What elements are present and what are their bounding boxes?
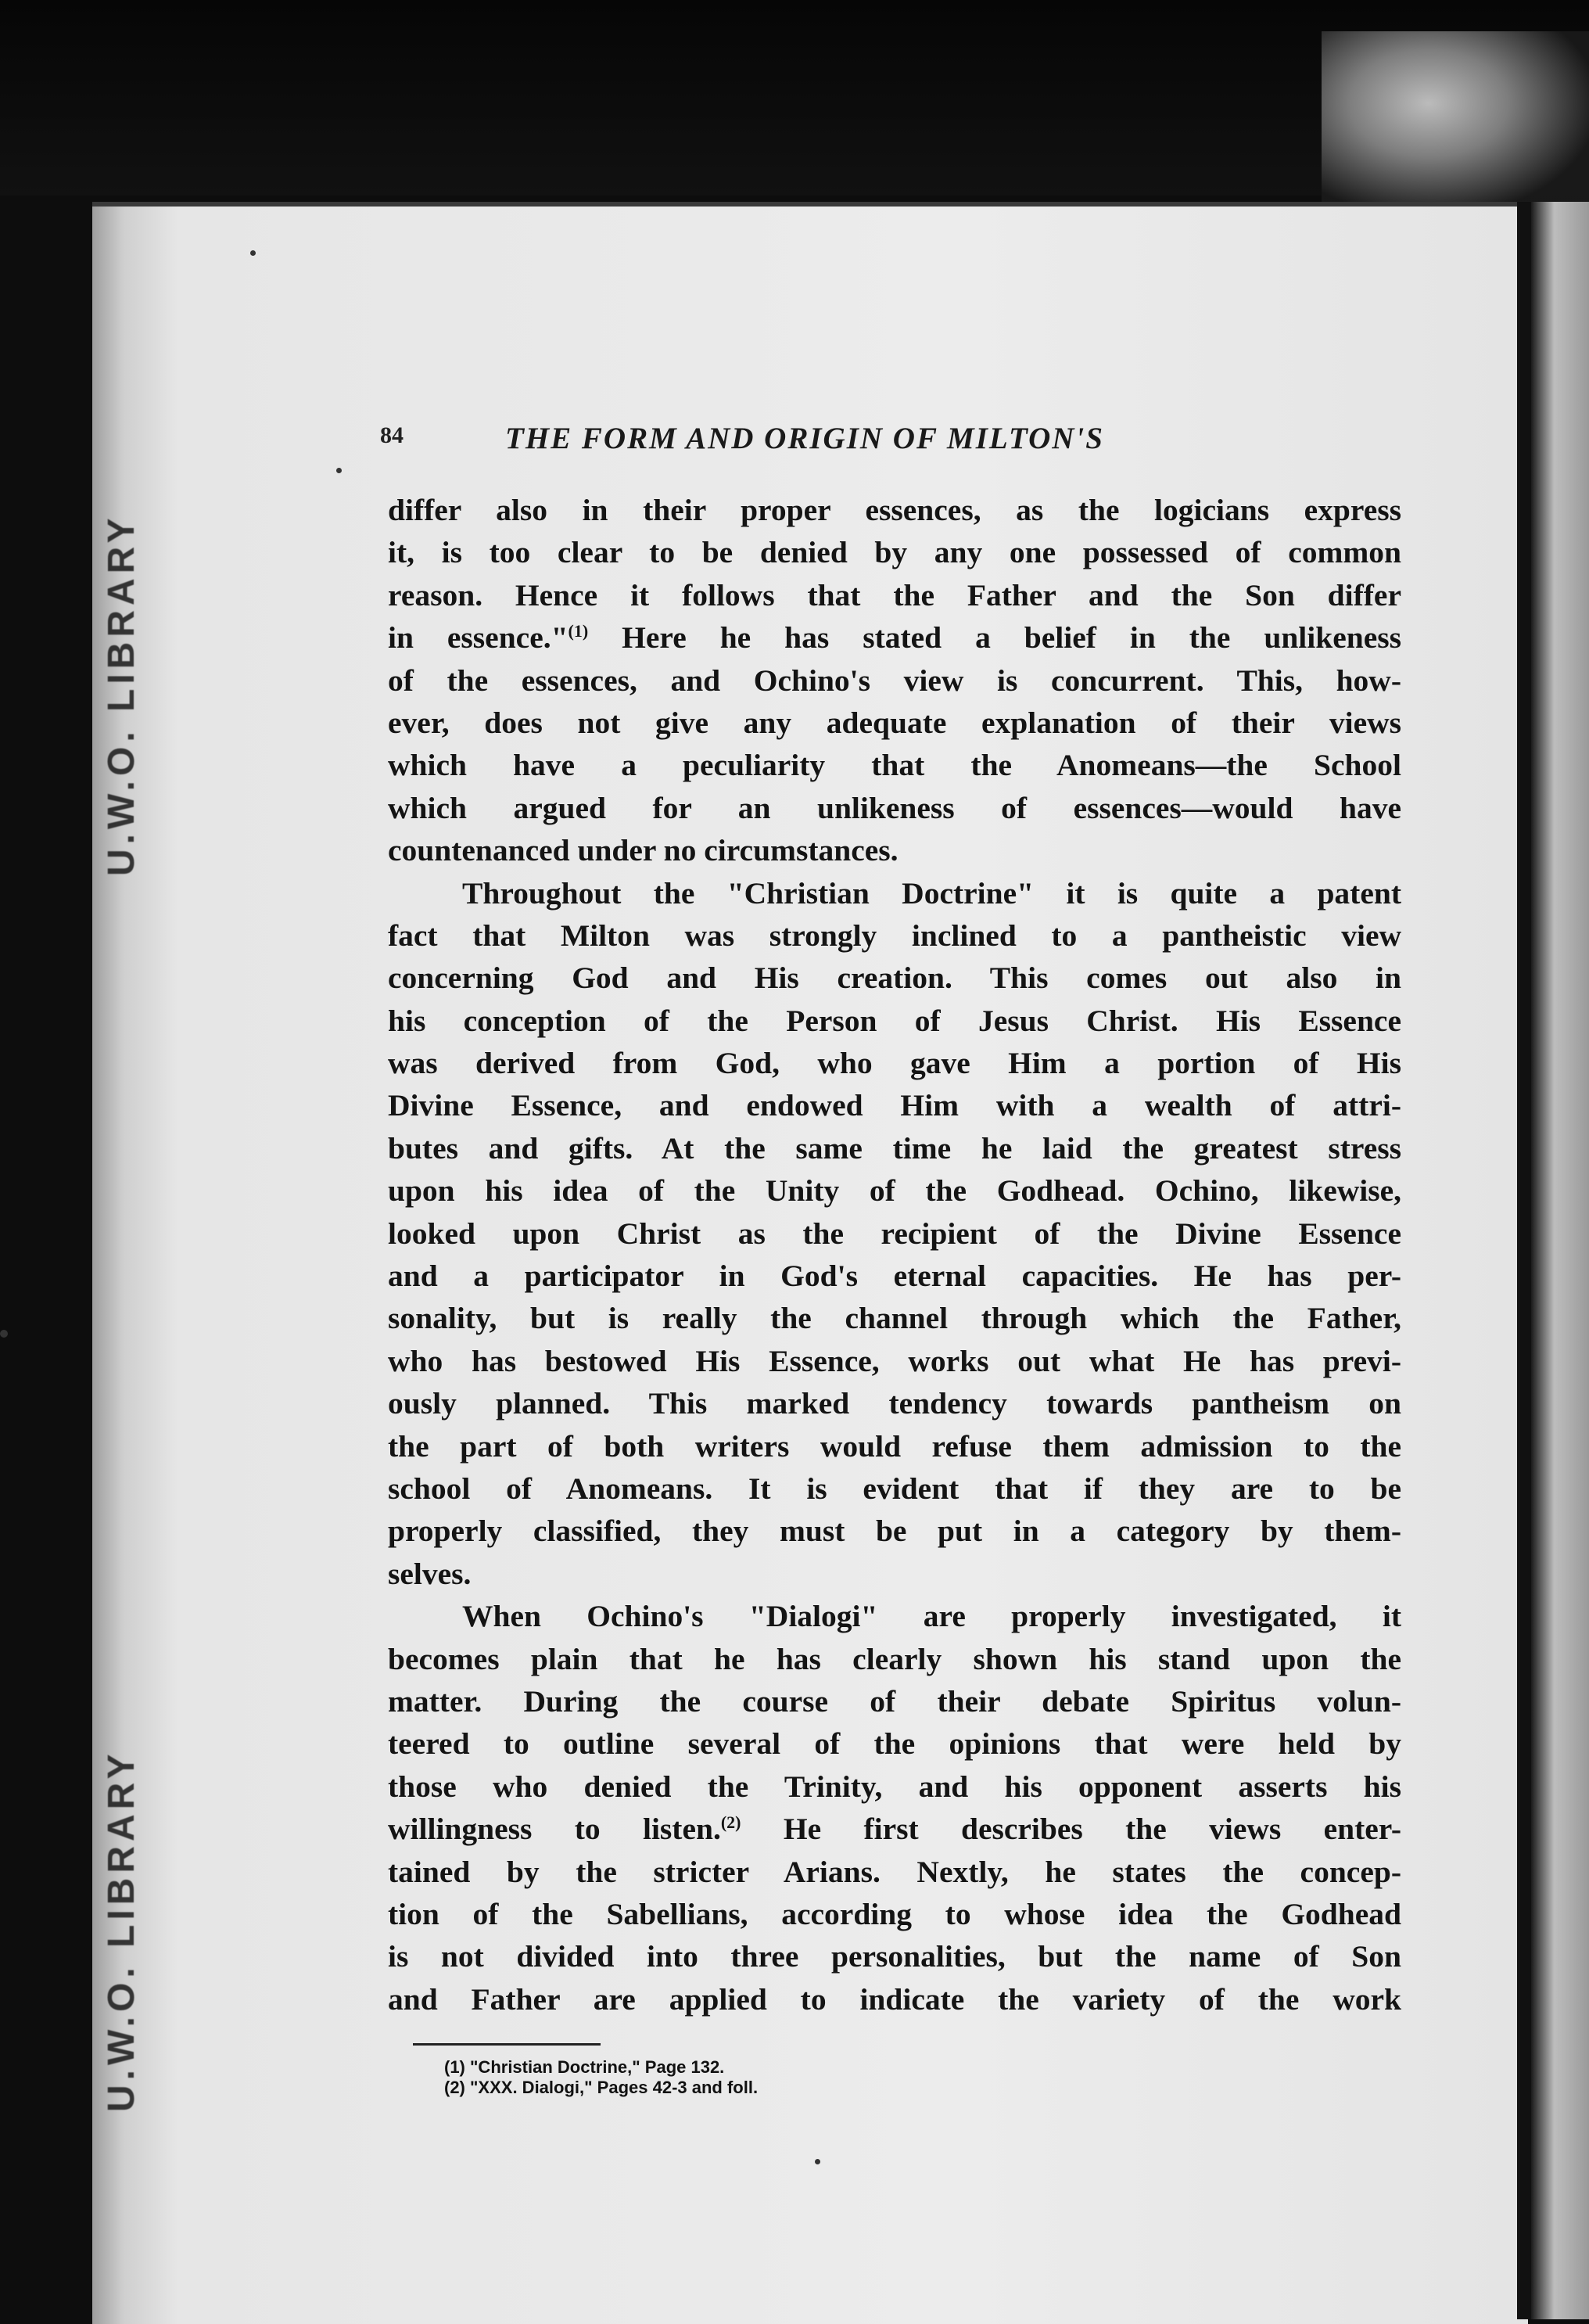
text-line — [388, 659, 1401, 702]
text-segment: sonality, but is really the channel through which the Father, — [388, 1301, 1401, 1336]
text-segment: teered to outline several of the opinions that were held by — [388, 1726, 1401, 1762]
text-line — [388, 1255, 1401, 1297]
text-line — [388, 1722, 1401, 1765]
facing-page-edge — [1531, 202, 1589, 2319]
text-segment: butes and gifts. At the same time he laid the greatest stress — [388, 1130, 1401, 1166]
text-line — [388, 744, 1401, 786]
text-segment: it, is too clear to be denied by any one possessed of common — [388, 535, 1401, 570]
text-line — [388, 787, 1401, 829]
scan-speck — [250, 250, 256, 256]
text-segment: selves. — [388, 1556, 472, 1591]
text-segment: tion of the Sabellians, according to whose idea the Godhead — [388, 1896, 1401, 1931]
text-segment: He first describes the views enter- — [741, 1812, 1402, 1847]
text-segment: is not divided into three personalities, but the name of Son — [388, 1939, 1401, 1974]
footnote-rule — [413, 2043, 601, 2046]
text-line — [388, 489, 1401, 531]
text-line — [388, 1042, 1401, 1084]
text-line — [388, 531, 1401, 573]
text-line — [388, 1467, 1401, 1510]
text-line — [388, 1808, 1401, 1850]
text-segment: was derived from God, who gave Him a portion of His — [388, 1046, 1401, 1081]
text-segment: concerning God and His creation. This comes out also in — [388, 961, 1401, 996]
text-line — [388, 1000, 1401, 1042]
text-line — [388, 914, 1401, 957]
text-segment: willingness to listen. — [388, 1812, 721, 1847]
text-line — [388, 616, 1401, 659]
text-line — [388, 1680, 1401, 1722]
page-gutter — [1517, 202, 1531, 2319]
text-line — [388, 1638, 1401, 1680]
text-line — [388, 1212, 1401, 1255]
text-line — [388, 702, 1401, 744]
text-line — [388, 1340, 1401, 1382]
text-line — [388, 1595, 1401, 1637]
text-segment: Here he has stated a belief in the unlikeness — [588, 620, 1401, 656]
text-segment: which have a peculiarity that the Anomeans—the School — [388, 748, 1401, 783]
page-number: 84 — [380, 422, 404, 448]
text-segment: countenanced under no circumstances. — [388, 833, 899, 868]
scan-artifact — [1322, 31, 1589, 211]
text-segment: in essence." — [388, 620, 569, 656]
text-line — [388, 872, 1401, 914]
text-segment: differ also in their proper essences, as the logicians express — [388, 493, 1401, 527]
scan-speck — [815, 2159, 820, 2164]
text-segment: of the essences, and Ochino's view is concurrent. This, how- — [388, 663, 1401, 698]
text-segment: properly classified, they must be put in a category by them- — [388, 1514, 1401, 1549]
text-segment: matter. During the course of their debate Spiritus volun- — [388, 1683, 1401, 1719]
text-segment: who has bestowed His Essence, works out what He has previ- — [388, 1343, 1401, 1378]
footnote: (1) "Christian Doctrine," Page 132. — [444, 2057, 725, 2077]
footnotes — [444, 2057, 1148, 2098]
text-line — [388, 1169, 1401, 1212]
footnote-marker: (2) — [720, 1812, 741, 1832]
text-line — [388, 1935, 1401, 1977]
text-segment: looked upon Christ as the recipient of the Divine Essence — [388, 1216, 1401, 1251]
text-segment: reason. Hence it follows that the Father and the Son differ — [388, 577, 1401, 612]
text-line — [388, 1851, 1401, 1893]
text-segment: which argued for an unlikeness of essences—would have — [388, 790, 1401, 825]
text-line — [388, 1553, 1401, 1595]
text-segment: becomes plain that he has clearly shown his stand upon the — [388, 1641, 1401, 1676]
text-segment: ously planned. This marked tendency towards pantheism on — [388, 1386, 1401, 1421]
text-line — [388, 1978, 1401, 2020]
text-line — [388, 829, 1401, 871]
text-segment: the part of both writers would refuse them admission to the — [388, 1428, 1401, 1464]
text-segment: tained by the stricter Arians. Nextly, he states the concep- — [388, 1854, 1401, 1889]
text-line — [388, 1382, 1401, 1424]
text-segment: fact that Milton was strongly inclined to a pantheistic view — [388, 918, 1401, 953]
footnote-marker: (1) — [568, 621, 589, 641]
text-segment: school of Anomeans. It is evident that if they are to be — [388, 1471, 1401, 1506]
text-segment: those who denied the Trinity, and his opponent asserts his — [388, 1769, 1401, 1804]
text-line — [388, 1510, 1401, 1552]
text-line — [388, 957, 1401, 999]
text-segment: Divine Essence, and endowed Him with a wealth of attri- — [388, 1088, 1401, 1123]
running-title: THE FORM AND ORIGIN OF MILTON'S — [505, 422, 1104, 455]
text-segment: upon his idea of the Unity of the Godhead. Ochino, likewise, — [388, 1173, 1401, 1209]
text-segment: his conception of the Person of Jesus Christ. His Essence — [388, 1003, 1401, 1038]
text-segment: and Father are applied to indicate the variety of the work — [388, 1981, 1401, 2017]
library-stamp: U.W.O. LIBRARY — [101, 513, 142, 876]
scan-speck — [0, 1330, 8, 1338]
text-line — [388, 1765, 1401, 1808]
text-line — [388, 1297, 1401, 1339]
text-line — [388, 1084, 1401, 1126]
text-segment: When Ochino's "Dialogi" are properly investigated, it — [462, 1599, 1401, 1634]
body-text — [388, 489, 1401, 2020]
text-segment: ever, does not give any adequate explanation of their views — [388, 705, 1401, 740]
text-line — [388, 574, 1401, 616]
library-stamp: U.W.O. LIBRARY — [101, 1749, 142, 2112]
text-segment: Throughout the "Christian Doctrine" it is quite a patent — [462, 875, 1401, 911]
page-header — [380, 421, 1397, 460]
text-line — [388, 1127, 1401, 1169]
scan-speck — [336, 468, 342, 473]
text-line — [388, 1425, 1401, 1467]
text-segment: and a participator in God's eternal capacities. He has per- — [388, 1259, 1401, 1294]
footnote: (2) "XXX. Dialogi," Pages 42-3 and foll. — [444, 2078, 759, 2097]
text-line — [388, 1893, 1401, 1935]
